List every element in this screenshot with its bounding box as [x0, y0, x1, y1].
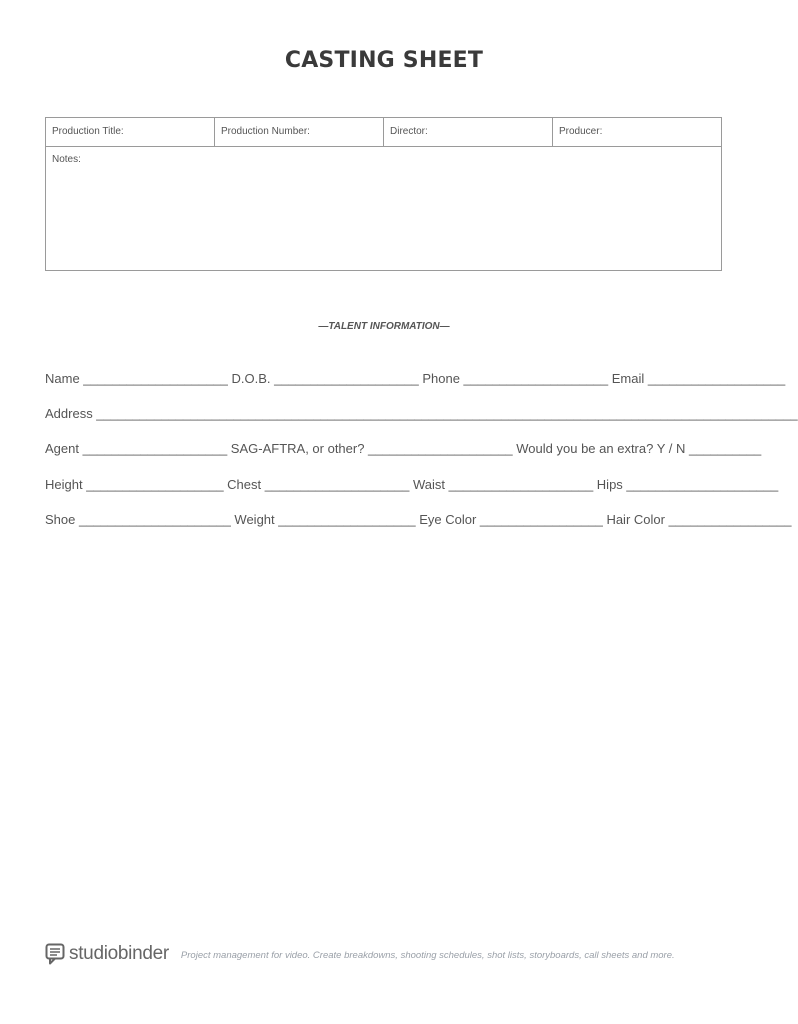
production-number-field[interactable]: Production Number:: [215, 118, 384, 146]
production-info-row: [46, 118, 721, 147]
footer: [45, 942, 675, 966]
production-title-field[interactable]: Production Title:: [46, 118, 215, 146]
speech-bubble-icon: [45, 943, 65, 965]
talent-line-appearance[interactable]: Shoe _____________________ Weight ___________________ Eye Color _________________ Hair Color _________________: [45, 512, 792, 527]
producer-field[interactable]: Producer:: [559, 126, 603, 137]
studiobinder-logo-text: studiobinder: [69, 943, 169, 964]
talent-line-name[interactable]: Name ____________________ D.O.B. ____________________ Phone ____________________ Email ___________________: [45, 371, 786, 386]
page-title: CASTING SHEET: [284, 48, 484, 73]
production-info-box: [45, 117, 722, 271]
talent-information-heading: —TALENT INFORMATION—: [318, 321, 450, 332]
talent-line-agent[interactable]: Agent ____________________ SAG-AFTRA, or other? ____________________ Would you be an extra? Y / N __________: [45, 441, 762, 456]
director-field[interactable]: Director:: [384, 118, 553, 146]
footer-tagline: Project management for video. Create breakdowns, shooting schedules, shot lists, storyboards, call sheets and more.: [180, 950, 675, 961]
talent-line-measurements[interactable]: Height ___________________ Chest ____________________ Waist ____________________ Hips _____________________: [45, 477, 779, 492]
notes-field[interactable]: Notes:: [52, 154, 81, 165]
talent-line-address[interactable]: Address _________________________________________________________________________________________________: [45, 406, 798, 421]
